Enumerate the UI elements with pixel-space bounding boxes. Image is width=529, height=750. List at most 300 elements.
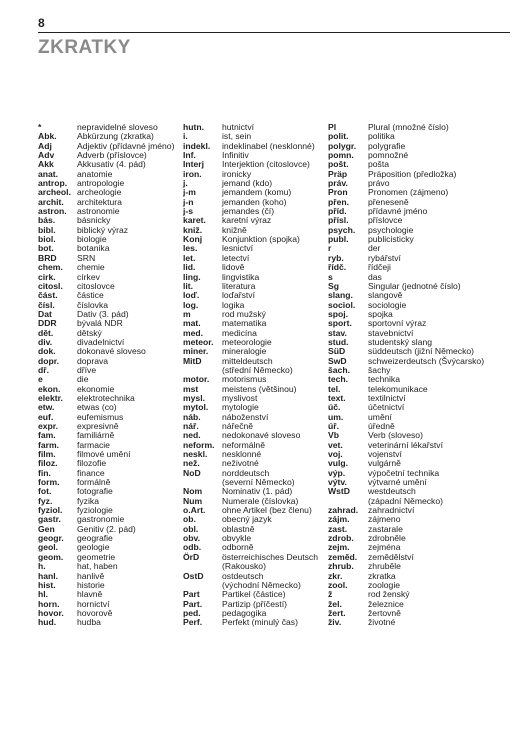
abbreviation-term: NoD [183, 467, 201, 478]
abbreviation-term: Nom [183, 486, 203, 497]
abbreviation-meaning: ekonomie [77, 383, 115, 394]
abbreviation-term: fot. [38, 486, 52, 497]
abbreviation-term: dět. [38, 327, 54, 338]
abbreviation-term: pošt. [328, 159, 349, 170]
abbreviation-meaning: (západní Německo) [368, 495, 443, 506]
abbreviation-term: Dat [38, 308, 52, 319]
abbreviation-meaning: Nominativ (1. pád) [222, 486, 293, 497]
abbreviation-entry [38, 459, 174, 468]
abbreviation-meaning: Abkürzung (zkratka) [77, 131, 154, 142]
abbreviation-term: slang. [328, 290, 353, 301]
abbreviation-term: ryb. [328, 252, 344, 263]
abbreviation-term: voj. [328, 449, 343, 460]
abbreviation-entry [38, 618, 174, 627]
abbreviation-entry [328, 301, 484, 310]
abbreviation-meaning: studentský slang [368, 336, 433, 347]
abbreviation-term: Adv [38, 150, 55, 161]
abbreviation-column-2 [183, 123, 318, 628]
abbreviation-meaning: zastarale [368, 523, 403, 534]
abbreviation-term: přísl. [328, 215, 349, 226]
abbreviation-meaning: architektura [77, 196, 122, 207]
abbreviation-meaning: lesnictví [222, 243, 254, 254]
abbreviation-meaning: hanlivě [77, 570, 105, 581]
abbreviation-meaning: (Rakousko) [222, 561, 266, 572]
abbreviation-term: meteor. [183, 336, 214, 347]
abbreviation-term: r [328, 243, 332, 254]
abbreviation-meaning: neživotné [222, 458, 259, 469]
abbreviation-term: kniž. [183, 224, 203, 235]
abbreviation-meaning: dokonavé sloveso [77, 346, 146, 357]
abbreviation-term: j-s [183, 206, 194, 217]
abbreviation-term: citosl. [38, 280, 63, 291]
abbreviation-term: um. [328, 411, 344, 422]
abbreviation-meaning: meistens (většinou) [222, 383, 297, 394]
abbreviation-meaning: geometrie [77, 551, 116, 562]
abbreviation-meaning: myslivost [222, 392, 258, 403]
abbreviation-meaning: knižně [222, 224, 247, 235]
abbreviation-meaning: archeologie [77, 187, 122, 198]
abbreviation-meaning: nepravidelné sloveso [77, 122, 158, 132]
abbreviation-term: šach. [328, 364, 350, 375]
abbreviation-meaning: etwas (co) [77, 402, 117, 413]
abbreviation-term: SwD [328, 355, 347, 366]
abbreviation-meaning: zejména [368, 542, 401, 553]
abbreviation-term: * [38, 122, 42, 132]
abbreviation-term: fin. [38, 467, 51, 478]
abbreviation-meaning: rybářství [368, 252, 401, 263]
abbreviation-meaning: úředně [368, 421, 395, 431]
abbreviation-term: Interj [183, 159, 205, 170]
abbreviation-term: s [328, 271, 333, 282]
abbreviation-entry [38, 572, 174, 581]
abbreviation-entry [183, 291, 318, 300]
abbreviation-meaning: jemandem (komu) [222, 187, 292, 198]
abbreviation-term: publ. [328, 234, 349, 245]
abbreviation-term: o.Art. [183, 505, 206, 516]
abbreviation-meaning: expresivně [77, 421, 119, 431]
abbreviation-meaning: logika [222, 299, 245, 310]
abbreviation-meaning: pošta [368, 159, 390, 170]
abbreviation-meaning: das [368, 271, 382, 282]
abbreviation-term: etw. [38, 402, 55, 413]
abbreviation-term: j-n [183, 196, 194, 207]
abbreviation-meaning: přídavné jméno [368, 206, 428, 217]
abbreviation-meaning: (střední Německo) [222, 364, 293, 375]
abbreviation-meaning: výtvarné umění [368, 477, 427, 488]
abbreviation-term: polit. [328, 131, 349, 142]
abbreviation-term: žel. [328, 598, 342, 609]
abbreviation-term: odb. [183, 542, 202, 553]
abbreviation-meaning: Perfekt (minulý čas) [222, 617, 298, 628]
abbreviation-entry [328, 394, 484, 403]
abbreviation-meaning: neformálně [222, 439, 265, 450]
abbreviation-entry [328, 123, 484, 132]
abbreviation-entry [328, 413, 484, 422]
abbreviation-meaning: meteorologie [222, 336, 272, 347]
abbreviation-term: archeol. [38, 187, 71, 198]
abbreviation-meaning: žertovně [368, 607, 401, 618]
abbreviation-meaning: schweizerdeutsch (Švýcarsko) [368, 355, 485, 366]
abbreviation-meaning: jemand (kdo) [222, 178, 273, 189]
abbreviation-term: let. [183, 252, 196, 263]
abbreviation-term: psych. [328, 224, 356, 235]
abbreviation-meaning: Partizip (příčestí) [222, 598, 287, 609]
abbreviation-term: filoz. [38, 458, 58, 469]
abbreviation-meaning: vulgárně [368, 458, 401, 469]
abbreviation-meaning: zahradnictví [368, 505, 415, 516]
abbreviation-entry [328, 366, 484, 375]
abbreviation-term: čísl. [38, 299, 55, 310]
abbreviation-term: hl. [38, 589, 49, 600]
abbreviation-meaning: loďařství [222, 290, 255, 301]
abbreviation-meaning: textilnictví [368, 392, 406, 403]
abbreviation-term: indekl. [183, 140, 211, 151]
abbreviation-entry [328, 534, 484, 543]
abbreviation-meaning: (severní Německo) [222, 477, 295, 488]
abbreviation-entry [38, 450, 174, 459]
abbreviation-term: Num [183, 495, 203, 506]
abbreviation-meaning: filozofie [77, 458, 107, 469]
abbreviation-meaning: eufemismus [77, 411, 124, 422]
abbreviation-meaning: příslovce [368, 215, 403, 226]
abbreviation-meaning: hlavně [77, 589, 103, 600]
abbreviation-term: vet. [328, 439, 343, 450]
abbreviation-term: ob. [183, 514, 196, 525]
abbreviation-column-3 [328, 123, 484, 628]
abbreviation-term: hist. [38, 579, 56, 590]
abbreviation-meaning: Konjunktion (spojka) [222, 234, 300, 245]
abbreviation-entry [328, 450, 484, 459]
abbreviation-meaning: hudba [77, 617, 101, 628]
abbreviation-entry [183, 254, 318, 263]
abbreviation-meaning: oblastně [222, 523, 255, 534]
abbreviation-meaning: ohne Artikel (bez členu) [222, 505, 312, 516]
abbreviation-meaning: psychologie [368, 224, 414, 235]
abbreviation-entry [38, 562, 174, 571]
abbreviation-term: lid. [183, 262, 196, 273]
abbreviation-term: hanl. [38, 570, 59, 581]
abbreviation-entry [183, 216, 318, 225]
abbreviation-term: než. [183, 458, 200, 469]
abbreviation-meaning: slangově [368, 290, 403, 301]
abbreviation-meaning: Präposition (předložka) [368, 168, 457, 179]
abbreviation-meaning: formálně [77, 477, 111, 488]
abbreviation-term: bás. [38, 215, 56, 226]
abbreviation-meaning: familiárně [77, 430, 115, 441]
abbreviation-meaning: obecný jazyk [222, 514, 272, 525]
abbreviation-term: form. [38, 477, 60, 488]
abbreviation-term: hutn. [183, 122, 204, 132]
abbreviation-meaning: Plural (množné číslo) [368, 122, 449, 132]
abbreviation-term: e [38, 374, 43, 385]
abbreviation-term: Part. [183, 598, 203, 609]
abbreviation-meaning: biblický výraz [77, 224, 129, 235]
abbreviation-term: živ. [328, 617, 342, 628]
abbreviation-meaning: šachy [368, 364, 391, 375]
abbreviation-meaning: astronomie [77, 206, 120, 217]
abbreviation-meaning: stavebnictví [368, 327, 414, 338]
abbreviation-term: miner. [183, 346, 209, 357]
abbreviation-meaning: pedagogika [222, 607, 267, 618]
abbreviation-term: výtv. [328, 477, 347, 488]
abbreviation-meaning: Verb (sloveso) [368, 430, 423, 441]
abbreviation-entry [328, 207, 484, 216]
abbreviation-term: mytol. [183, 402, 209, 413]
abbreviation-meaning: geologie [77, 542, 110, 553]
abbreviation-term: ekon. [38, 383, 61, 394]
abbreviation-term: iron. [183, 168, 202, 179]
abbreviation-entry [38, 282, 174, 291]
abbreviation-term: přen. [328, 196, 350, 207]
abbreviation-term: příd. [328, 206, 347, 217]
abbreviation-meaning: nedokonavé sloveso [222, 430, 301, 441]
abbreviation-entry [38, 319, 174, 328]
abbreviation-term: Abk. [38, 131, 57, 142]
abbreviation-meaning: nářečně [222, 421, 254, 431]
abbreviation-entry [328, 600, 484, 609]
abbreviation-term: spoj. [328, 308, 349, 319]
abbreviation-meaning: zemědělství [368, 551, 414, 562]
abbreviation-meaning: zájmeno [368, 514, 401, 525]
abbreviation-meaning: ironicky [222, 168, 252, 179]
abbreviation-meaning: medicína [222, 327, 257, 338]
abbreviation-meaning: süddeutsch (jižní Německo) [368, 346, 475, 357]
abbreviation-term: dok. [38, 346, 56, 357]
abbreviation-meaning: chemie [77, 262, 105, 273]
abbreviation-term: tel. [328, 383, 341, 394]
abbreviation-term: obl. [183, 523, 199, 534]
abbreviation-meaning: technika [368, 374, 401, 385]
abbreviation-meaning: doprava [77, 355, 109, 366]
abbreviation-meaning: Pronomen (zájmeno) [368, 187, 449, 198]
abbreviation-term: stav. [328, 327, 347, 338]
abbreviation-meaning: der [368, 243, 381, 254]
abbreviation-meaning: Akkusativ (4. pád) [77, 159, 146, 170]
abbreviation-term: zahrad. [328, 505, 359, 516]
abbreviation-term: stud. [328, 336, 349, 347]
abbreviation-term: nář. [183, 421, 199, 431]
abbreviation-meaning: publicisticky [368, 234, 414, 245]
abbreviation-meaning: Infinitiv [222, 150, 249, 161]
abbreviation-meaning: (východní Německo) [222, 579, 301, 590]
abbreviation-term: ž [328, 589, 333, 600]
abbreviation-term: ped. [183, 607, 201, 618]
abbreviation-meaning: letectví [222, 252, 250, 263]
abbreviation-meaning: Adverb (příslovce) [77, 150, 147, 161]
abbreviation-term: lit. [183, 280, 194, 291]
abbreviation-term: Gen [38, 523, 55, 534]
abbreviation-term: zeměd. [328, 551, 358, 562]
abbreviation-entry [38, 581, 174, 590]
abbreviation-entry [328, 151, 484, 160]
abbreviation-term: loď. [183, 290, 200, 301]
abbreviation-term: antrop. [38, 178, 68, 189]
abbreviation-meaning: Adjektiv (přídavné jméno) [77, 140, 175, 151]
abbreviation-term: žert. [328, 607, 346, 618]
abbreviation-entry [328, 403, 484, 412]
abbreviation-meaning: geografie [77, 533, 113, 544]
abbreviation-term: Konj [183, 234, 203, 245]
abbreviation-term: astron. [38, 206, 67, 217]
abbreviation-meaning: farmacie [77, 439, 110, 450]
abbreviation-meaning: jemandes (čí) [222, 206, 275, 217]
abbreviation-meaning: ist, sein [222, 131, 252, 142]
abbreviation-meaning: motorismus [222, 374, 267, 385]
abbreviation-term: div. [38, 336, 53, 347]
abbreviation-meaning: Genitiv (2. pád) [77, 523, 136, 534]
abbreviation-term: OstD [183, 570, 204, 581]
abbreviation-entry [183, 618, 318, 627]
abbreviation-term: úč. [328, 402, 341, 413]
abbreviation-term: BRD [38, 252, 57, 263]
abbreviation-term: dopr. [38, 355, 60, 366]
abbreviation-term: WstD [328, 486, 350, 497]
abbreviation-term: cirk. [38, 271, 56, 282]
abbreviation-meaning: náboženství [222, 411, 269, 422]
abbreviation-meaning: odborně [222, 542, 254, 553]
abbreviation-meaning: umění [368, 411, 392, 422]
abbreviation-meaning: hat, haben [77, 561, 118, 572]
abbreviation-meaning: literatura [222, 280, 256, 291]
abbreviation-term: úř. [328, 421, 339, 431]
abbreviation-term: zast. [328, 523, 348, 534]
abbreviation-term: dř. [38, 364, 49, 375]
abbreviation-term: neskl. [183, 449, 208, 460]
abbreviation-meaning: pomnožné [368, 150, 409, 161]
abbreviation-term: MitD [183, 355, 202, 366]
abbreviation-meaning: biologie [77, 234, 107, 245]
abbreviation-term: část. [38, 290, 58, 301]
abbreviation-term: Inf. [183, 150, 196, 161]
abbreviation-meaning: vojenství [368, 449, 402, 460]
abbreviation-term: SüD [328, 346, 346, 357]
abbreviation-meaning: historie [77, 579, 105, 590]
abbreviation-meaning: spojka [368, 308, 393, 319]
abbreviation-meaning: mineralogie [222, 346, 267, 357]
page-title: ZKRATKY [38, 37, 131, 58]
abbreviation-entry [38, 609, 174, 618]
abbreviation-entry [328, 618, 484, 627]
abbreviation-meaning: finance [77, 467, 105, 478]
abbreviation-meaning: politika [368, 131, 395, 142]
abbreviation-meaning: SRN [77, 252, 96, 263]
abbreviation-entry [328, 506, 484, 515]
abbreviation-entry [38, 487, 174, 496]
abbreviation-term: zhrub. [328, 561, 354, 572]
abbreviation-term: náb. [183, 411, 201, 422]
abbreviation-meaning: filmové umění [77, 449, 131, 460]
abbreviation-meaning: číslovka [77, 299, 109, 310]
abbreviation-meaning: zdrobněle [368, 533, 406, 544]
abbreviation-term: farm. [38, 439, 60, 450]
abbreviation-meaning: gastronomie [77, 514, 125, 525]
abbreviation-entry [328, 441, 484, 450]
abbreviation-term: Perf. [183, 617, 203, 628]
abbreviation-meaning: Numerale (číslovka) [222, 495, 299, 506]
abbreviation-meaning: polygrafie [368, 140, 406, 151]
abbreviation-term: expr. [38, 421, 59, 431]
abbreviation-meaning: zkratka [368, 570, 396, 581]
abbreviation-term: j-m [183, 187, 196, 198]
abbreviation-meaning: právo [368, 178, 390, 189]
abbreviation-term: m [183, 308, 191, 319]
abbreviation-term: bot. [38, 243, 54, 254]
abbreviation-entry [328, 572, 484, 581]
page-number: 8 [38, 16, 45, 30]
abbreviation-term: Part [183, 589, 200, 600]
abbreviation-meaning: jemanden (koho) [222, 196, 287, 207]
abbreviation-meaning: indeklinabel (nesklonné) [222, 140, 315, 151]
abbreviation-entry [328, 357, 484, 366]
abbreviation-term: práv. [328, 178, 348, 189]
abbreviation-meaning: hornictví [77, 598, 110, 609]
abbreviation-meaning: přeneseně [368, 196, 409, 207]
abbreviation-term: zkr. [328, 570, 343, 581]
abbreviation-meaning: antropologie [77, 178, 125, 189]
abbreviation-meaning: výpočetní technika [368, 467, 440, 478]
abbreviation-meaning: částice [77, 290, 104, 301]
abbreviation-meaning: sportovní výraz [368, 318, 427, 329]
abbreviation-term: archit. [38, 196, 64, 207]
abbreviation-term: hovor. [38, 607, 64, 618]
abbreviation-term: zdrob. [328, 533, 354, 544]
abbreviation-meaning: telekomunikace [368, 383, 428, 394]
abbreviation-entry [328, 515, 484, 524]
abbreviation-meaning: účetnictví [368, 402, 405, 413]
abbreviation-term: med. [183, 327, 204, 338]
abbreviation-meaning: básnicky [77, 215, 111, 226]
abbreviation-term: tech. [328, 374, 349, 385]
abbreviation-entry [183, 244, 318, 253]
abbreviation-term: karet. [183, 215, 206, 226]
abbreviation-term: fyz. [38, 495, 53, 506]
abbreviation-term: fam. [38, 430, 56, 441]
abbreviation-term: horn. [38, 598, 60, 609]
abbreviation-term: euf. [38, 411, 54, 422]
abbreviation-meaning: obvykle [222, 533, 252, 544]
abbreviation-entry [38, 357, 174, 366]
abbreviation-term: zájm. [328, 514, 350, 525]
abbreviation-term: geom. [38, 551, 64, 562]
abbreviation-meaning: rod mužský [222, 308, 266, 319]
abbreviation-entry [328, 244, 484, 253]
abbreviation-term: neform. [183, 439, 215, 450]
abbreviation-entry [328, 254, 484, 263]
abbreviation-meaning: hovorově [77, 607, 113, 618]
abbreviation-entry [328, 609, 484, 618]
abbreviation-term: bibl. [38, 224, 56, 235]
abbreviation-term: zool. [328, 579, 348, 590]
abbreviation-entry [328, 235, 484, 244]
abbreviation-meaning: Partikel (částice) [222, 589, 286, 600]
abbreviation-entry [328, 263, 484, 272]
abbreviation-term: mysl. [183, 392, 205, 403]
abbreviation-entry [183, 142, 318, 151]
abbreviation-meaning: veterinární lékařství [368, 439, 443, 450]
abbreviation-term: Akk [38, 159, 54, 170]
abbreviation-meaning: westdeutsch [368, 486, 416, 497]
abbreviation-term: elektr. [38, 392, 63, 403]
abbreviation-term: film. [38, 449, 56, 460]
abbreviation-entry [328, 590, 484, 599]
abbreviation-meaning: mytologie [222, 402, 259, 413]
abbreviation-term: fyziol. [38, 505, 63, 516]
abbreviation-term: anat. [38, 168, 59, 179]
abbreviation-term: mat. [183, 318, 201, 329]
abbreviation-term: pomn. [328, 150, 354, 161]
abbreviation-meaning: Singular (jednotné číslo) [368, 280, 461, 291]
abbreviation-term: i. [183, 131, 188, 142]
